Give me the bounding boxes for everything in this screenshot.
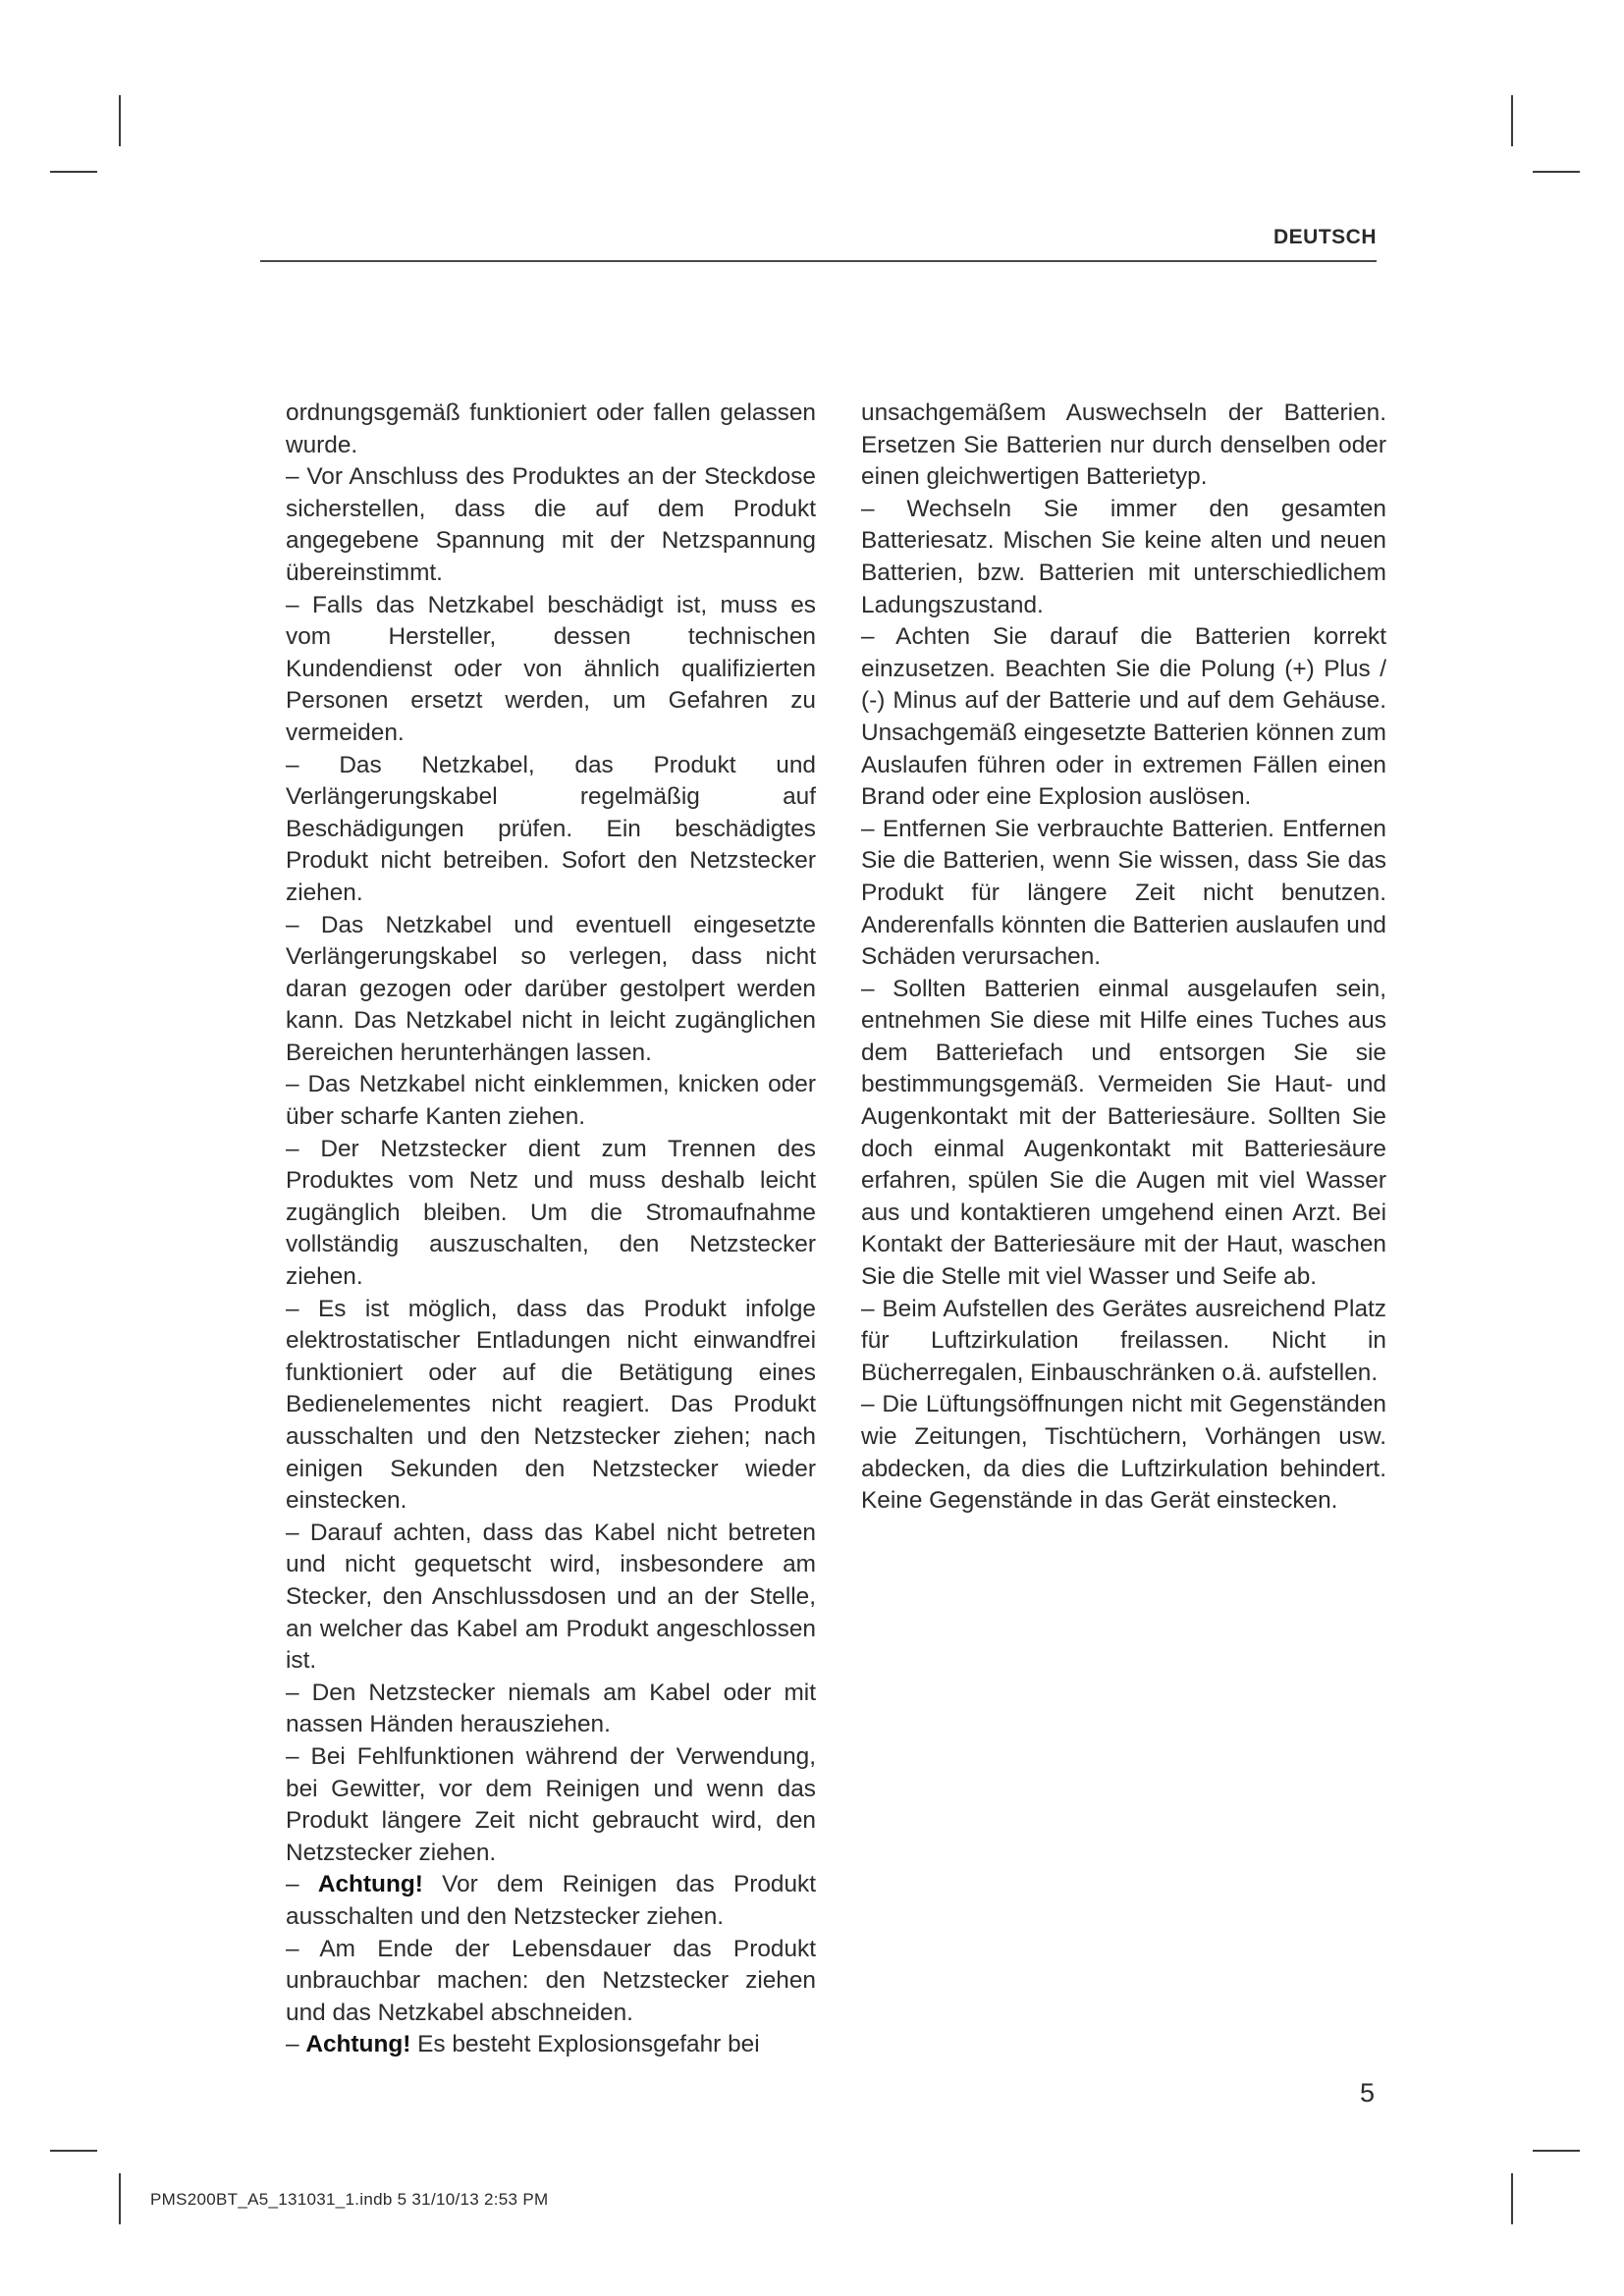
crop-mark: [50, 2150, 97, 2152]
crop-mark: [1533, 2150, 1580, 2152]
paragraph-text: – Die Lüftungsöffnungen nicht mit Gegenständen wie Zeitungen, Tischtüchern, Vorhängen usw. abdecken, da dies die Luftzirkulation behindert. Keine Gegenstände in das Gerät einstecken.: [861, 1391, 1386, 1515]
paragraph: [861, 398, 1386, 494]
paragraph: [286, 2029, 816, 2061]
paragraph: [861, 494, 1386, 621]
paragraph-prefix: –: [286, 1871, 318, 1898]
warning-label: Achtung!: [317, 1871, 423, 1898]
paragraph: [286, 1934, 816, 2030]
paragraph: [286, 590, 816, 750]
paragraph-text: – Beim Aufstellen des Gerätes ausreichend Platz für Luftzirkulation freilassen. Nicht in Bücherregalen, Einbauschränken o.ä. aufstellen.: [861, 1295, 1386, 1386]
paragraph: [286, 461, 816, 589]
paragraph-text: – Darauf achten, dass das Kabel nicht betreten und nicht gequetscht wird, insbesondere am Stecker, den Anschlussdosen und an der Stelle, an welcher das Kabel am Produkt angeschlossen ist.: [286, 1519, 816, 1675]
paragraph: [861, 974, 1386, 1294]
crop-mark: [119, 2173, 121, 2224]
page-number: 5: [1359, 2078, 1375, 2108]
paragraph-text: – Das Netzkabel, das Produkt und Verlängerungskabel regelmäßig auf Beschädigungen prüfen. Ein beschädigtes Produkt nicht betreiben. Sofort den Netzstecker ziehen.: [286, 751, 816, 906]
header-rule: [260, 260, 1377, 262]
paragraph-text: – Bei Fehlfunktionen während der Verwendung, bei Gewitter, vor dem Reinigen und wenn das Produkt längere Zeit nicht gebraucht wird, den Netzstecker ziehen.: [286, 1742, 816, 1866]
paragraph: [286, 1678, 816, 1741]
paragraph: [286, 750, 816, 910]
print-slug: PMS200BT_A5_131031_1.indb 5 31/10/13 2:53 PM: [150, 2190, 549, 2209]
paragraph: [286, 398, 816, 461]
paragraph: [861, 621, 1386, 814]
paragraph-text: Vor dem Reinigen das Produkt ausschalten und den Netzstecker ziehen.: [286, 1871, 817, 1930]
paragraph-text: – Falls das Netzkabel beschädigt ist, muss es vom Hersteller, dessen technischen Kundendienst oder von ähnlich qualifizierten Personen ersetzt werden, um Gefahren zu vermeiden.: [286, 591, 816, 746]
paragraph-text: – Das Netzkabel und eventuell eingesetzte Verlängerungskabel so verlegen, dass nicht daran gezogen oder darüber gestolpert werden kann. Das Netzkabel nicht in leicht zugänglichen Bereichen herunterhängen lassen.: [286, 911, 816, 1066]
paragraph: [286, 1069, 816, 1133]
paragraph-text: – Es ist möglich, dass das Produkt infolge elektrostatischer Entladungen nicht einwandfrei funktioniert oder auf die Betätigung eines Bedienelementes nicht reagiert. Das Produkt ausschalten und den Netzstecker ziehen; nach einigen Sekunden den Netzstecker wieder einstecken.: [286, 1295, 816, 1515]
paragraph: [861, 1294, 1386, 1390]
crop-mark: [1511, 2173, 1513, 2224]
paragraph-text: – Den Netzstecker niemals am Kabel oder mit nassen Händen herausziehen.: [286, 1679, 816, 1738]
paragraph: [286, 1741, 816, 1869]
section-language-label: DEUTSCH: [1272, 226, 1377, 248]
paragraph-text: – Achten Sie darauf die Batterien korrekt einzusetzen. Beachten Sie die Polung (+) Plus / (-) Minus auf der Batterie und auf dem Gehäuse. Unsachgemäß eingesetzte Batterien können zum Auslaufen führen oder in extremen Fällen einen Brand oder eine Explosion auslösen.: [861, 623, 1386, 811]
paragraph-prefix: –: [286, 2031, 306, 2058]
paragraph-text: – Vor Anschluss des Produktes an der Steckdose sicherstellen, dass die auf dem Produkt angegebene Spannung mit der Netzspannung übereinstimmt.: [286, 463, 816, 586]
paragraph: [286, 910, 816, 1070]
crop-mark: [1511, 95, 1513, 146]
paragraph-text: – Am Ende der Lebensdauer das Produkt unbrauchbar machen: den Netzstecker ziehen und das Netzkabel abschneiden.: [286, 1935, 816, 2026]
crop-mark: [1533, 171, 1580, 173]
crop-mark: [119, 95, 121, 146]
paragraph: [286, 1518, 816, 1678]
crop-mark: [50, 171, 97, 173]
paragraph-text: – Entfernen Sie verbrauchte Batterien. Entfernen Sie die Batterien, wenn Sie wissen, dass Sie das Produkt für längere Zeit nicht benutzen. Anderenfalls könnten die Batterien auslaufen und Schäden verursachen.: [861, 815, 1386, 971]
paragraph: [286, 1294, 816, 1518]
right-column: [861, 398, 1386, 1518]
paragraph-text: unsachgemäßem Auswechseln der Batterien. Ersetzen Sie Batterien nur durch denselben oder einen gleichwertigen Batterietyp.: [861, 400, 1386, 491]
paragraph-text: – Sollten Batterien einmal ausgelaufen sein, entnehmen Sie diese mit Hilfe eines Tuches aus dem Batteriefach und entsorgen Sie sie bestimmungsgemäß. Vermeiden Sie Haut- und Augenkontakt mit der Batteriesäure. Sollten Sie doch einmal Augenkontakt mit Batteriesäure erfahren, spülen Sie die Augen mit viel Wasser aus und kontaktieren umgehend einen Arzt. Bei Kontakt der Batteriesäure mit der Haut, waschen Sie die Stelle mit viel Wasser und Seife ab.: [861, 975, 1386, 1291]
paragraph-text: Es besteht Explosionsgefahr bei: [410, 2031, 760, 2058]
paragraph: [861, 1389, 1386, 1517]
paragraph-text: ordnungsgemäß funktioniert oder fallen gelassen wurde.: [286, 400, 816, 458]
warning-label: Achtung!: [305, 2031, 411, 2058]
paragraph: [861, 814, 1386, 974]
paragraph-text: – Der Netzstecker dient zum Trennen des Produktes vom Netz und muss deshalb leicht zugänglich bleiben. Um die Stromaufnahme vollständig auszuschalten, den Netzstecker ziehen.: [286, 1135, 816, 1291]
paragraph: [286, 1869, 816, 1933]
left-column: [286, 398, 816, 2061]
paragraph-text: – Das Netzkabel nicht einklemmen, knicken oder über scharfe Kanten ziehen.: [286, 1071, 816, 1131]
paragraph-text: – Wechseln Sie immer den gesamten Batteriesatz. Mischen Sie keine alten und neuen Batterien, bzw. Batterien mit unterschiedlichem Ladungszustand.: [861, 495, 1386, 618]
paragraph: [286, 1134, 816, 1294]
